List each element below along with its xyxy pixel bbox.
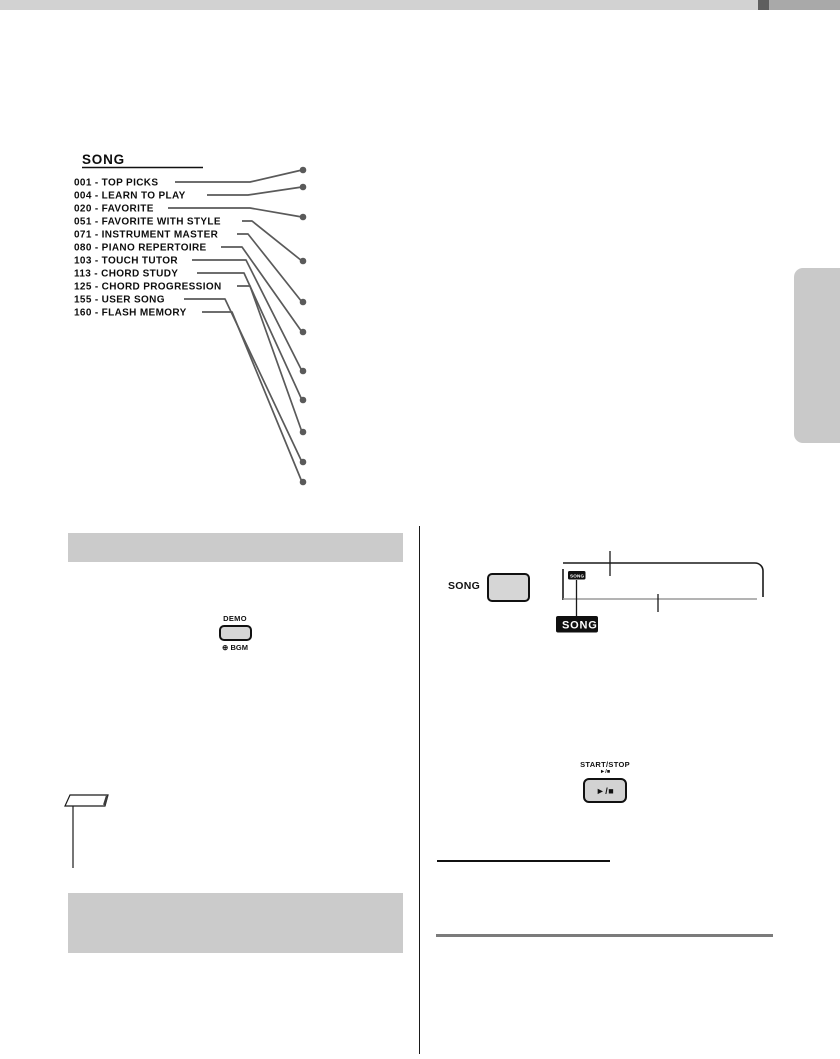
callout-dot — [300, 329, 307, 336]
top-bar — [0, 0, 840, 10]
song-list-item: 103 - TOUCH TUTOR — [74, 255, 178, 267]
callout-dot — [300, 167, 307, 174]
callout-dot — [300, 397, 307, 404]
note-tag — [60, 790, 120, 875]
song-list-item: 020 - FAVORITE — [74, 203, 154, 215]
song-indicator-text: SONG — [570, 573, 585, 579]
chapter-tab — [794, 268, 840, 443]
play-stop-icon: ►/■ — [599, 769, 611, 775]
song-list-item: 071 - INSTRUMENT MASTER — [74, 229, 219, 241]
song-list-item: 080 - PIANO REPERTOIRE — [74, 242, 207, 254]
top-bar-dark-segment — [758, 0, 769, 10]
demo-sub-label — [199, 643, 271, 652]
callout-dot — [300, 184, 307, 191]
start-stop-label: START/STOP — [580, 760, 630, 769]
top-bar-mid-segment — [769, 0, 840, 10]
song-list-item: 001 - TOP PICKS — [74, 177, 159, 189]
callout-line — [237, 234, 302, 302]
callout-line — [192, 260, 302, 371]
callout-dot — [300, 368, 307, 375]
callout-dot — [300, 479, 307, 486]
song-list-item: 051 - FAVORITE WITH STYLE — [74, 216, 221, 228]
callout-line — [175, 170, 302, 182]
callout-dot — [300, 214, 307, 221]
start-stop-button-group — [565, 760, 645, 803]
callout-line — [242, 221, 302, 261]
top-bar-light-segment — [0, 0, 758, 10]
demo-button-group — [199, 614, 271, 652]
song-list-item: 004 - LEARN TO PLAY — [74, 190, 186, 202]
note-tag-icon — [65, 795, 108, 806]
song-button — [487, 573, 530, 602]
column-divider — [419, 526, 420, 1054]
song-list-item: 125 - CHORD PROGRESSION — [74, 281, 222, 293]
callout-dot — [300, 299, 307, 306]
demo-button-label: DEMO — [223, 614, 247, 623]
circled-plus-icon: ⊕ — [222, 643, 229, 652]
callout-dot — [300, 258, 307, 265]
bgm-label: BGM — [230, 643, 248, 652]
song-list-item: 113 - CHORD STUDY — [74, 268, 179, 280]
start-stop-button — [583, 778, 627, 803]
section-divider-rule — [436, 934, 773, 937]
callout-dot — [300, 459, 307, 466]
song-list-item: 155 - USER SONG — [74, 294, 165, 306]
display-diagram — [540, 545, 790, 645]
demo-button — [219, 625, 252, 641]
callout-dot — [300, 429, 307, 436]
play-stop-icon: ►/■ — [595, 785, 615, 796]
song-indicator-label-text: SONG — [562, 619, 598, 632]
song-button-label: SONG — [448, 580, 481, 592]
callout-line — [202, 312, 302, 482]
song-list-item: 160 - FLASH MEMORY — [74, 307, 187, 319]
section-heading-box — [68, 533, 403, 562]
song-category-diagram — [60, 140, 320, 500]
section-heading-box — [68, 893, 403, 953]
display-outline — [563, 563, 763, 597]
callout-line — [207, 187, 302, 195]
song-list-heading: SONG — [82, 152, 125, 167]
heading-underline-rule — [437, 860, 610, 862]
